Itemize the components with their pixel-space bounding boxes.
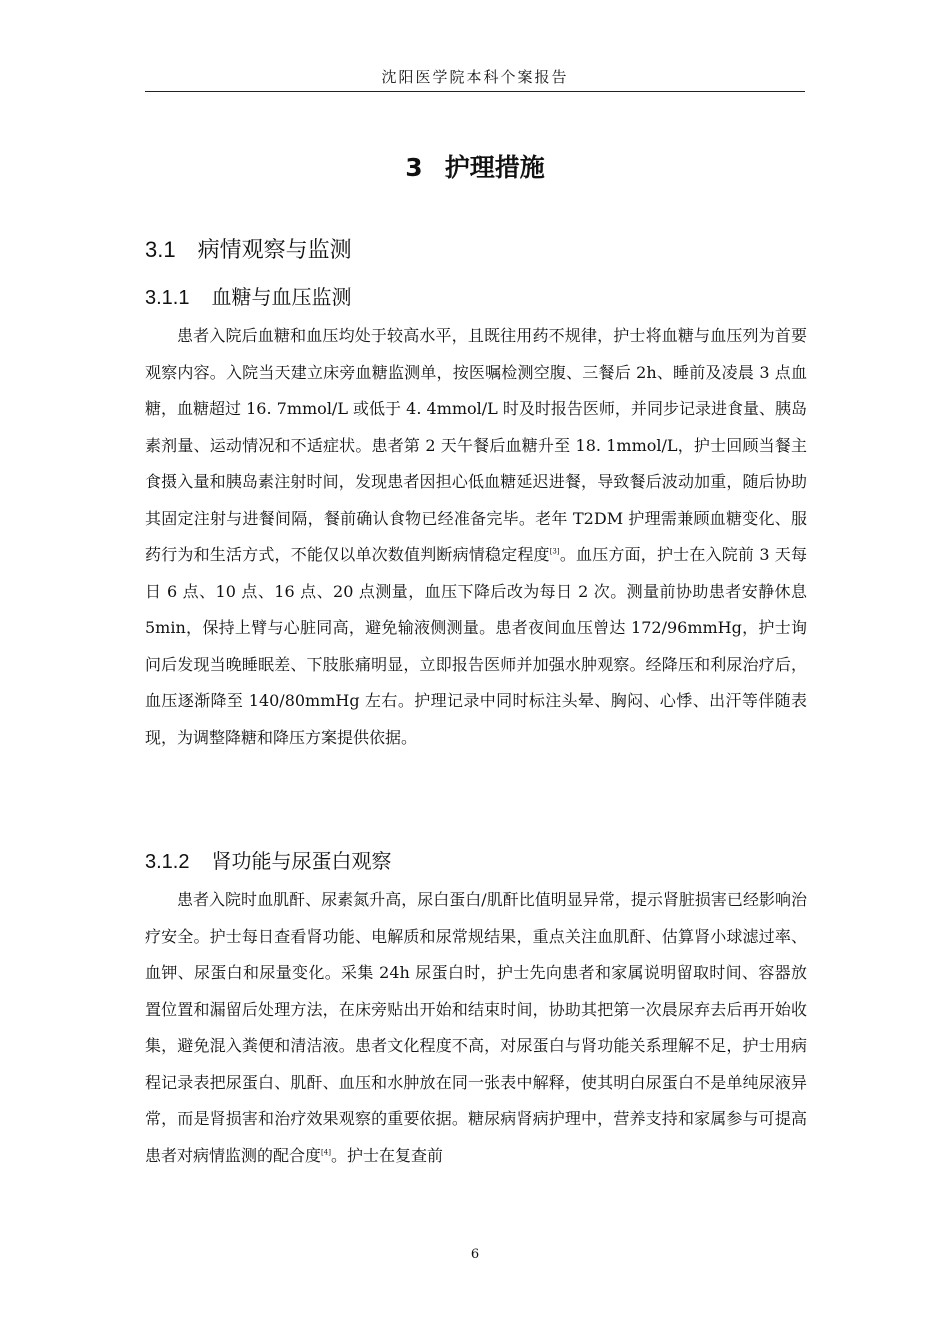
subsection-number: 3.1.2 — [145, 851, 190, 873]
paragraph-text: 患者入院时血肌酐、尿素氮升高，尿白蛋白/肌酐比值明显异常，提示肾脏损害已经影响治疗安全。护士每日查看肾功能、电解质和尿常规结果，重点关注血肌酐、估算肾小球滤过率、血钾、尿蛋白和尿量变化。采集 24h 尿蛋白时，护士先向患者和家属说明留取时间、容器放置位置和漏留后处理方法，在床旁贴出开始和结束时间，协助其把第一次晨尿弃去后再开始收集，避免混入粪便和清洁液。患者文化程度不高，对尿蛋白与肾功能关系理解不足，护士用病程记录表把尿蛋白、肌酐、血压和水肿放在同一张表中解释，使其明白尿蛋白不是单纯尿液异常，而是肾损害和治疗效果观察的重要依据。糖尿病肾病护理中，营养支持和家属参与可提高患者对病情监测的配合度 — [145, 890, 807, 1165]
subsection-title: 肾功能与尿蛋白观察 — [211, 849, 392, 873]
paragraph-text: 患者入院后血糖和血压均处于较高水平，且既往用药不规律，护士将血糖与血压列为首要观察内容。入院当天建立床旁血糖监测单，按医嘱检测空腹、三餐后 2h、睡前及凌晨 3 点血糖，血糖超过 16. 7mmol/L 或低于 4. 4mmol/L 时及时报告医师，并同步记录进食量、胰岛素剂量、运动情况和不适症状。患者第 2 天午餐后血糖升至 18. 1mmol/L，护士回顾当餐主食摄入量和胰岛素注射时间，发现患者因担心低血糖延迟进餐，导致餐后波动加重，随后协助其固定注射与进餐间隔，餐前确认食物已经准备完毕。老年 T2DM 护理需兼顾血糖变化、服药行为和生活方式，不能仅以单次数值判断病情稳定程度 — [145, 326, 807, 564]
paragraph-text: 。血压方面，护士在入院前 3 天每日 6 点、10 点、16 点、20 点测量，血压下降后改为每日 2 次。测量前协助患者安静休息 5min，保持上臂与心脏同高，避免输液侧测量。患者夜间血压曾达 172/96mmHg，护士询问后发现当晚睡眠差、下肢胀痛明显，立即报告医师并加强水肿观察。经降压和利尿治疗后，血压逐渐降至 140/80mmHg 左右。护理记录中同时标注头晕、胸闷、心悸、出汗等伴随表现，为调整降糖和降压方案提供依据。 — [145, 545, 807, 747]
header-rule — [145, 91, 805, 92]
citation: [3] — [549, 547, 560, 556]
subsection-heading-2 — [145, 845, 391, 874]
paragraph-glucose-bp — [145, 318, 807, 756]
subsection-title: 血糖与血压监测 — [211, 285, 352, 309]
subsection-heading-1 — [145, 281, 351, 310]
paragraph-text: 。护士在复查前 — [330, 1145, 443, 1165]
running-header: 沈阳医学院本科个案报告 — [381, 68, 569, 86]
page-number: 6 — [470, 1247, 480, 1262]
section-heading — [145, 233, 352, 264]
chapter-heading: 护理措施 — [444, 153, 545, 182]
section-number: 3.1 — [145, 237, 176, 262]
chapter-number: 3 — [405, 153, 423, 182]
chapter-title — [0, 148, 950, 184]
citation: [4] — [321, 1148, 331, 1157]
section-title: 病情观察与监测 — [197, 238, 352, 263]
subsection-number: 3.1.1 — [145, 287, 190, 309]
paragraph-renal — [145, 882, 807, 1174]
